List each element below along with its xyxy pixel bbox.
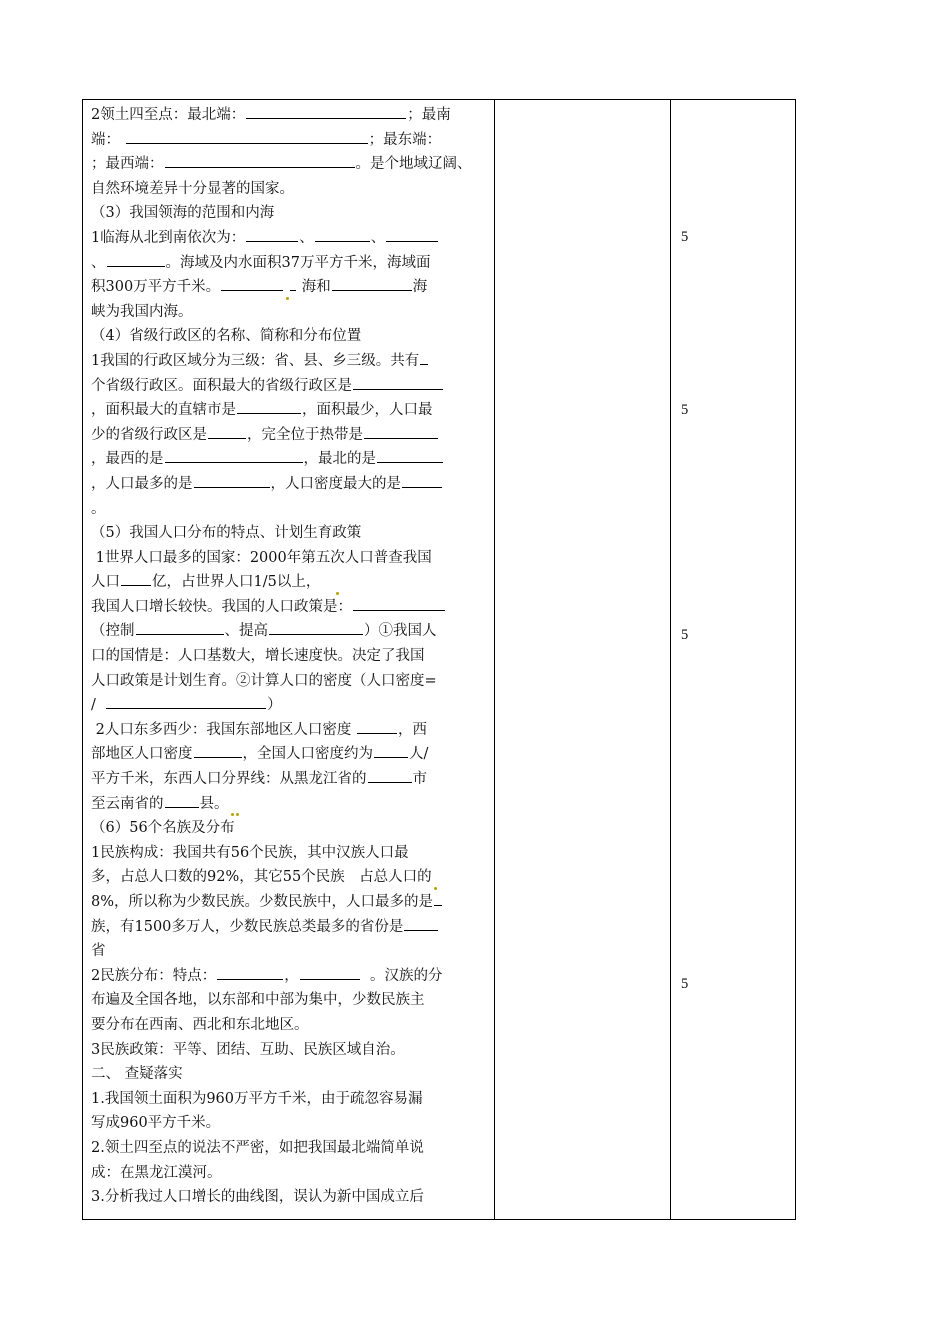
text-line	[91, 275, 487, 300]
text-segment: 人/	[409, 746, 429, 763]
text-line	[91, 644, 487, 669]
text-segment: 2领土四至点：最北端：	[91, 107, 246, 123]
fill-in-blank	[194, 473, 270, 488]
text-segment: 、	[299, 229, 314, 246]
fill-in-blank	[165, 153, 355, 168]
text-segment: ；最南	[407, 107, 451, 123]
text-segment: 布遍及全国各地，以东部和中部为集中，少数民族主	[91, 992, 425, 1009]
text-segment: 1临海从北到南依次为：	[91, 229, 246, 246]
text-segment: 3.分析我过人口增长的曲线图，误认为新中国成立后	[91, 1189, 424, 1206]
text-line	[91, 251, 487, 276]
text-line	[91, 1087, 487, 1112]
text-line	[91, 226, 487, 251]
text-segment: 二、 查疑落实	[91, 1066, 183, 1083]
text-segment: 2.领土四至点的说法不严密，如把我国最北端简单说	[91, 1139, 424, 1156]
fill-in-blank	[377, 448, 443, 463]
text-line	[91, 398, 487, 423]
fill-in-blank	[332, 276, 412, 291]
fill-in-blank	[364, 424, 438, 439]
text-line	[91, 841, 487, 866]
fill-in-blank	[165, 448, 303, 463]
text-line	[91, 1136, 487, 1161]
text-line	[91, 472, 487, 497]
fill-in-blank	[246, 104, 406, 119]
text-segment: ，西	[397, 721, 427, 738]
section-heading	[91, 1062, 487, 1087]
text-line	[91, 1013, 487, 1038]
text-line	[91, 300, 487, 325]
text-segment: 亿，占世界人口1/5以上，	[152, 574, 321, 591]
text-line	[91, 497, 487, 522]
text-segment: 2民族分布：特点：	[91, 967, 217, 984]
text-segment: 多，占总人口数的92%，其它55个民族 占总人口的	[91, 869, 432, 886]
text-segment: 端：	[91, 131, 120, 148]
fill-in-blank	[353, 375, 443, 390]
text-line	[91, 423, 487, 448]
text-segment: 1我国的行政区域分为三级：省、县、乡三级。共有	[91, 352, 420, 369]
text-segment: ，全国人口密度约为	[242, 746, 373, 763]
text-line	[91, 128, 487, 153]
text-line	[91, 1185, 487, 1210]
text-line	[91, 964, 487, 989]
fill-in-blank	[208, 424, 246, 439]
text-line	[91, 693, 487, 718]
text-segment: 至云南省的	[91, 795, 164, 812]
fill-in-blank	[404, 916, 438, 931]
text-line	[91, 1038, 487, 1063]
text-segment: 自然环境差异十分显著的国家。	[91, 180, 294, 197]
fill-in-blank	[106, 694, 266, 709]
text-segment: 部地区人口密度	[91, 746, 193, 763]
text-line	[91, 152, 487, 177]
text-segment: ，完全位于热带是	[247, 426, 363, 443]
text-segment: 、提高	[224, 623, 268, 640]
text-segment: （4）省级行政区的名称、简称和分布位置	[91, 328, 362, 345]
fill-in-blank	[300, 965, 360, 980]
fill-in-blank	[221, 276, 283, 291]
section-heading	[91, 521, 487, 546]
fill-in-blank	[126, 129, 368, 144]
text-line	[91, 890, 487, 915]
text-segment: 个省级行政区。面积最大的省级行政区是	[91, 377, 352, 394]
column-divider	[494, 100, 495, 1219]
text-segment: ，面积最少，人口最	[302, 402, 433, 419]
fill-in-blank	[434, 891, 442, 906]
text-line	[91, 767, 487, 792]
text-segment: 海和	[301, 279, 331, 296]
fill-in-blank	[136, 620, 224, 635]
content-column	[91, 103, 487, 1210]
text-segment: /	[91, 697, 96, 714]
text-line	[91, 939, 487, 964]
section-heading	[91, 201, 487, 226]
text-segment: ，	[284, 967, 299, 984]
text-segment: ）①我国人	[364, 623, 437, 640]
section-heading	[91, 324, 487, 349]
text-segment: 族，有1500多万人，少数民族总类最多的省份是	[91, 918, 404, 935]
text-line	[91, 742, 487, 767]
text-line	[91, 988, 487, 1013]
text-segment: 人口	[91, 574, 120, 591]
column-divider	[670, 100, 671, 1219]
text-segment: 。	[91, 500, 106, 517]
text-line	[91, 595, 487, 620]
text-segment: 1.我国领土面积为960万平方千米，由于疏忽容易漏	[91, 1090, 423, 1107]
text-segment: （5）我国人口分布的特点、计划生育政策	[91, 525, 362, 542]
text-segment: ，最西的是	[91, 451, 164, 468]
text-segment: ；最西端：	[91, 156, 164, 173]
score-value: 5	[681, 402, 689, 418]
fill-in-blank	[237, 399, 301, 414]
text-line	[91, 349, 487, 374]
fill-in-blank	[165, 793, 199, 808]
text-line	[91, 546, 487, 571]
text-segment: 。是个地域辽阔、	[355, 156, 472, 173]
fill-in-blank	[353, 596, 445, 611]
text-line	[91, 619, 487, 644]
text-segment: 、	[91, 254, 106, 271]
text-segment: 市	[412, 771, 427, 788]
text-line	[91, 1111, 487, 1136]
fill-in-blank	[357, 719, 397, 734]
fill-in-blank	[420, 350, 428, 365]
text-segment: 1世界人口最多的国家：2000年第五次人口普查我国	[95, 549, 432, 566]
text-segment: ，人口密度最大的是	[270, 475, 401, 492]
fill-in-blank	[194, 743, 242, 758]
text-segment: 。海域及内水面积37万平方千米，海域面	[165, 254, 431, 271]
text-segment: 成：在黑龙江漠河。	[91, 1164, 222, 1181]
text-segment: （6）56个名族及分布	[91, 820, 235, 837]
score-value: 5	[681, 627, 689, 643]
text-segment: ，最北的是	[303, 451, 376, 468]
text-segment: 人口政策是计划生育。②计算人口的密度（人口密度=	[91, 672, 437, 689]
fill-in-blank	[107, 252, 165, 267]
text-line	[91, 374, 487, 399]
text-segment: 8%，所以称为少数民族。少数民族中，人口最多的是	[91, 894, 434, 910]
text-segment: 我国人口增长较快。我国的人口政策是：	[91, 598, 352, 615]
text-segment: 、	[370, 229, 386, 246]
text-line	[91, 447, 487, 472]
fill-in-blank	[374, 743, 408, 758]
text-line	[91, 570, 487, 595]
fill-in-blank	[368, 768, 412, 783]
text-segment: 3民族政策：平等、团结、互助、民族区域自治。	[91, 1041, 405, 1058]
text-segment: 1民族构成：我国共有56个民族，其中汉族人口最	[91, 844, 409, 861]
worksheet-table	[82, 99, 796, 1220]
fill-in-blank	[121, 571, 151, 586]
text-segment: 2人口东多西少：我国东部地区人口密度	[95, 721, 352, 738]
text-segment: （控制	[91, 623, 135, 640]
text-segment: 海	[412, 279, 428, 296]
text-segment: （3）我国领海的范围和内海	[91, 205, 275, 222]
text-segment: 要分布在西南、西北和东北地区。	[91, 1016, 309, 1033]
text-segment: 口的国情是：人口基数大，增长速度快。决定了我国	[91, 648, 425, 665]
text-line	[91, 792, 487, 817]
text-segment: 峡为我国内海。	[91, 303, 193, 320]
text-segment: 写成960平方千米。	[91, 1115, 221, 1132]
section-heading	[91, 816, 487, 841]
mark-dot	[236, 813, 239, 816]
fill-in-blank	[269, 620, 363, 635]
text-line	[91, 177, 487, 202]
text-segment: 省	[91, 943, 106, 960]
fill-in-blank	[402, 473, 442, 488]
fill-in-blank	[217, 965, 283, 980]
score-value: 5	[681, 229, 689, 245]
text-segment: ）	[267, 697, 282, 714]
text-line	[91, 1161, 487, 1186]
text-segment: ，面积最大的直辖市是	[91, 402, 236, 419]
score-value: 5	[681, 976, 689, 992]
text-line	[91, 915, 487, 940]
text-segment: 县。	[199, 795, 229, 812]
fill-in-blank	[246, 227, 298, 242]
text-line	[91, 669, 487, 694]
text-line	[91, 865, 487, 890]
fill-in-blank	[386, 227, 438, 242]
text-line	[91, 718, 487, 743]
text-segment: 积300万平方千米。	[91, 279, 221, 296]
mark-dot	[286, 297, 289, 300]
text-segment: ；最东端：	[368, 131, 442, 148]
text-segment: 平方千米，东西人口分界线：从黑龙江省的	[91, 771, 367, 788]
text-segment: 。汉族的分	[369, 967, 443, 984]
fill-in-blank	[290, 276, 296, 291]
text-line	[91, 103, 487, 128]
fill-in-blank	[315, 227, 370, 242]
text-segment: ，人口最多的是	[91, 475, 193, 492]
text-segment: 少的省级行政区是	[91, 426, 207, 443]
